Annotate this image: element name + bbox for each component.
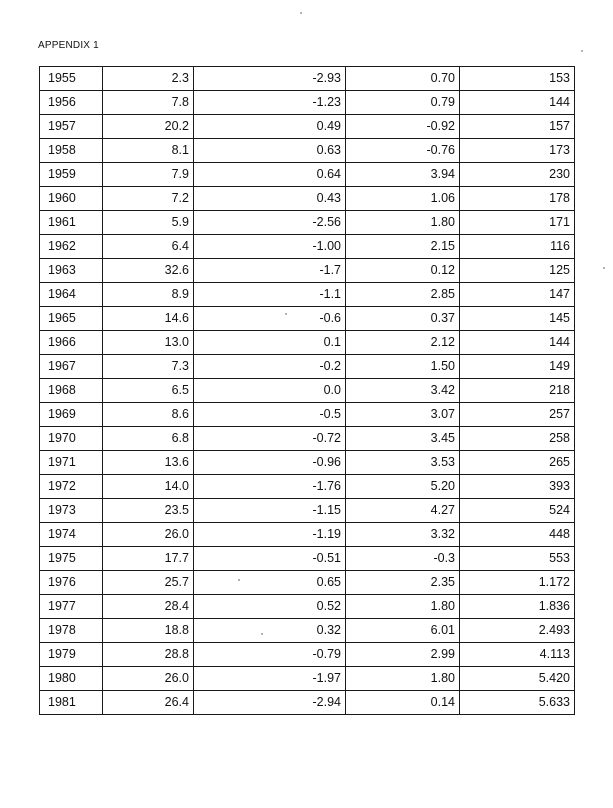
table-cell-year: 1966 bbox=[40, 331, 103, 355]
table-cell-value-b: -1.15 bbox=[194, 499, 346, 523]
table-cell-value-c: 2.15 bbox=[346, 235, 460, 259]
table-cell-value-d: 145 bbox=[460, 307, 575, 331]
table-cell-value-d: 230 bbox=[460, 163, 575, 187]
table-row bbox=[40, 499, 575, 523]
table-cell-value-a: 14.0 bbox=[103, 475, 194, 499]
table-cell-year: 1976 bbox=[40, 571, 103, 595]
table-cell-value-d: 448 bbox=[460, 523, 575, 547]
table-cell-year: 1963 bbox=[40, 259, 103, 283]
table-row bbox=[40, 187, 575, 211]
table-cell-value-b: 0.0 bbox=[194, 379, 346, 403]
table-cell-year: 1974 bbox=[40, 523, 103, 547]
table-cell-value-a: 26.4 bbox=[103, 691, 194, 715]
table-row bbox=[40, 691, 575, 715]
table-cell-value-c: 2.99 bbox=[346, 643, 460, 667]
table-cell-value-c: 3.53 bbox=[346, 451, 460, 475]
table-cell-value-b: -0.96 bbox=[194, 451, 346, 475]
table-cell-value-c: 6.01 bbox=[346, 619, 460, 643]
table-cell-value-c: 2.85 bbox=[346, 283, 460, 307]
table-row bbox=[40, 451, 575, 475]
table-cell-value-d: 5.420 bbox=[460, 667, 575, 691]
table-row bbox=[40, 163, 575, 187]
table-cell-value-c: 0.14 bbox=[346, 691, 460, 715]
table-cell-value-a: 25.7 bbox=[103, 571, 194, 595]
table-cell-value-d: 4.113 bbox=[460, 643, 575, 667]
table-cell-value-a: 18.8 bbox=[103, 619, 194, 643]
table-cell-value-c: 1.50 bbox=[346, 355, 460, 379]
scan-speck bbox=[300, 12, 302, 14]
table-row bbox=[40, 571, 575, 595]
table-cell-value-b: 0.49 bbox=[194, 115, 346, 139]
table-cell-value-a: 23.5 bbox=[103, 499, 194, 523]
table-cell-value-d: 218 bbox=[460, 379, 575, 403]
table-cell-value-c: -0.76 bbox=[346, 139, 460, 163]
scan-speck bbox=[285, 313, 287, 315]
table-row bbox=[40, 427, 575, 451]
table-row bbox=[40, 115, 575, 139]
table-cell-value-b: -1.76 bbox=[194, 475, 346, 499]
table-cell-value-d: 173 bbox=[460, 139, 575, 163]
table-cell-value-c: 0.70 bbox=[346, 67, 460, 91]
table-cell-value-b: -2.93 bbox=[194, 67, 346, 91]
table-cell-year: 1978 bbox=[40, 619, 103, 643]
table-cell-value-a: 28.8 bbox=[103, 643, 194, 667]
table-cell-value-d: 524 bbox=[460, 499, 575, 523]
table-cell-value-a: 7.8 bbox=[103, 91, 194, 115]
table-cell-value-d: 178 bbox=[460, 187, 575, 211]
table-cell-value-a: 17.7 bbox=[103, 547, 194, 571]
table-row bbox=[40, 403, 575, 427]
table-cell-year: 1957 bbox=[40, 115, 103, 139]
table-cell-value-b: -1.00 bbox=[194, 235, 346, 259]
table-cell-year: 1980 bbox=[40, 667, 103, 691]
table-row bbox=[40, 475, 575, 499]
table-cell-value-a: 26.0 bbox=[103, 523, 194, 547]
table-cell-value-b: 0.1 bbox=[194, 331, 346, 355]
table-cell-value-a: 13.0 bbox=[103, 331, 194, 355]
table-cell-value-c: 1.80 bbox=[346, 667, 460, 691]
table-cell-value-b: -0.72 bbox=[194, 427, 346, 451]
table-cell-value-d: 144 bbox=[460, 331, 575, 355]
table-cell-year: 1965 bbox=[40, 307, 103, 331]
table-cell-year: 1979 bbox=[40, 643, 103, 667]
table-cell-value-b: 0.65 bbox=[194, 571, 346, 595]
table-cell-value-b: -1.1 bbox=[194, 283, 346, 307]
table-cell-year: 1958 bbox=[40, 139, 103, 163]
table-cell-value-a: 7.3 bbox=[103, 355, 194, 379]
table-cell-value-b: -1.19 bbox=[194, 523, 346, 547]
table-cell-year: 1955 bbox=[40, 67, 103, 91]
table-row bbox=[40, 547, 575, 571]
table-cell-value-b: -0.6 bbox=[194, 307, 346, 331]
table-cell-value-d: 157 bbox=[460, 115, 575, 139]
table-row bbox=[40, 283, 575, 307]
table-row bbox=[40, 619, 575, 643]
table-cell-value-a: 8.1 bbox=[103, 139, 194, 163]
scan-speck bbox=[261, 633, 263, 635]
table-cell-year: 1973 bbox=[40, 499, 103, 523]
table-cell-value-a: 8.9 bbox=[103, 283, 194, 307]
table-cell-year: 1981 bbox=[40, 691, 103, 715]
table-cell-value-c: 3.07 bbox=[346, 403, 460, 427]
table-cell-value-b: -1.7 bbox=[194, 259, 346, 283]
table-cell-value-a: 26.0 bbox=[103, 667, 194, 691]
table-cell-value-d: 1.836 bbox=[460, 595, 575, 619]
table-row bbox=[40, 211, 575, 235]
table-cell-value-b: -0.5 bbox=[194, 403, 346, 427]
scan-speck bbox=[603, 267, 605, 269]
table-row bbox=[40, 139, 575, 163]
table-cell-value-b: 0.32 bbox=[194, 619, 346, 643]
table-cell-value-c: 5.20 bbox=[346, 475, 460, 499]
table-cell-value-d: 171 bbox=[460, 211, 575, 235]
table-cell-value-d: 265 bbox=[460, 451, 575, 475]
table-row bbox=[40, 667, 575, 691]
table-cell-value-a: 6.5 bbox=[103, 379, 194, 403]
table-row bbox=[40, 235, 575, 259]
table-cell-year: 1968 bbox=[40, 379, 103, 403]
table-cell-value-c: -0.3 bbox=[346, 547, 460, 571]
table-cell-year: 1960 bbox=[40, 187, 103, 211]
table-cell-value-b: -2.94 bbox=[194, 691, 346, 715]
table-cell-value-c: 2.12 bbox=[346, 331, 460, 355]
table-cell-year: 1975 bbox=[40, 547, 103, 571]
table-cell-value-d: 1.172 bbox=[460, 571, 575, 595]
table-cell-value-d: 147 bbox=[460, 283, 575, 307]
table-row bbox=[40, 331, 575, 355]
table-cell-value-b: -1.23 bbox=[194, 91, 346, 115]
appendix-heading: APPENDIX 1 bbox=[38, 40, 99, 51]
table-cell-year: 1970 bbox=[40, 427, 103, 451]
table-row bbox=[40, 307, 575, 331]
table-cell-value-d: 553 bbox=[460, 547, 575, 571]
table-cell-value-d: 258 bbox=[460, 427, 575, 451]
table-cell-value-d: 257 bbox=[460, 403, 575, 427]
table-cell-year: 1977 bbox=[40, 595, 103, 619]
table-cell-value-d: 125 bbox=[460, 259, 575, 283]
table-cell-year: 1962 bbox=[40, 235, 103, 259]
table-cell-value-c: 2.35 bbox=[346, 571, 460, 595]
table-cell-value-a: 2.3 bbox=[103, 67, 194, 91]
scan-speck bbox=[238, 579, 240, 581]
table-cell-value-c: 0.12 bbox=[346, 259, 460, 283]
table-cell-value-a: 20.2 bbox=[103, 115, 194, 139]
table-row bbox=[40, 643, 575, 667]
table-cell-value-d: 149 bbox=[460, 355, 575, 379]
table-cell-value-b: 0.63 bbox=[194, 139, 346, 163]
table-cell-value-b: -0.79 bbox=[194, 643, 346, 667]
table-cell-value-b: -0.51 bbox=[194, 547, 346, 571]
table-cell-value-a: 7.2 bbox=[103, 187, 194, 211]
table-cell-value-d: 144 bbox=[460, 91, 575, 115]
table-cell-value-b: 0.43 bbox=[194, 187, 346, 211]
table-cell-year: 1971 bbox=[40, 451, 103, 475]
table-cell-value-d: 5.633 bbox=[460, 691, 575, 715]
table-cell-value-a: 32.6 bbox=[103, 259, 194, 283]
table-cell-year: 1961 bbox=[40, 211, 103, 235]
table-cell-value-c: 1.80 bbox=[346, 595, 460, 619]
table-cell-value-b: -1.97 bbox=[194, 667, 346, 691]
table-cell-value-d: 393 bbox=[460, 475, 575, 499]
table-cell-value-a: 7.9 bbox=[103, 163, 194, 187]
table-cell-value-c: 0.37 bbox=[346, 307, 460, 331]
table-cell-value-c: -0.92 bbox=[346, 115, 460, 139]
table-cell-value-b: -0.2 bbox=[194, 355, 346, 379]
table-cell-value-a: 28.4 bbox=[103, 595, 194, 619]
table-cell-value-c: 3.94 bbox=[346, 163, 460, 187]
table-cell-value-c: 1.80 bbox=[346, 211, 460, 235]
appendix-table-body bbox=[40, 67, 575, 715]
table-cell-value-c: 3.32 bbox=[346, 523, 460, 547]
table-row bbox=[40, 595, 575, 619]
table-cell-year: 1964 bbox=[40, 283, 103, 307]
table-cell-year: 1959 bbox=[40, 163, 103, 187]
table-cell-value-d: 153 bbox=[460, 67, 575, 91]
table-cell-value-a: 13.6 bbox=[103, 451, 194, 475]
table-cell-year: 1956 bbox=[40, 91, 103, 115]
table-cell-value-c: 4.27 bbox=[346, 499, 460, 523]
table-cell-value-c: 0.79 bbox=[346, 91, 460, 115]
table-cell-value-a: 6.4 bbox=[103, 235, 194, 259]
table-cell-value-b: 0.52 bbox=[194, 595, 346, 619]
table-cell-value-b: 0.64 bbox=[194, 163, 346, 187]
table-cell-value-a: 14.6 bbox=[103, 307, 194, 331]
table-cell-value-d: 2.493 bbox=[460, 619, 575, 643]
table-row bbox=[40, 523, 575, 547]
scan-speck bbox=[581, 50, 583, 52]
table-cell-year: 1969 bbox=[40, 403, 103, 427]
table-cell-value-a: 8.6 bbox=[103, 403, 194, 427]
table-row bbox=[40, 355, 575, 379]
table-cell-year: 1967 bbox=[40, 355, 103, 379]
table-cell-value-c: 1.06 bbox=[346, 187, 460, 211]
table-row bbox=[40, 91, 575, 115]
table-row bbox=[40, 259, 575, 283]
table-cell-year: 1972 bbox=[40, 475, 103, 499]
table-row bbox=[40, 379, 575, 403]
table-cell-value-c: 3.45 bbox=[346, 427, 460, 451]
table-cell-value-c: 3.42 bbox=[346, 379, 460, 403]
appendix-data-table bbox=[39, 66, 575, 715]
table-cell-value-d: 116 bbox=[460, 235, 575, 259]
table-cell-value-a: 6.8 bbox=[103, 427, 194, 451]
table-row bbox=[40, 67, 575, 91]
table-cell-value-b: -2.56 bbox=[194, 211, 346, 235]
table-cell-value-a: 5.9 bbox=[103, 211, 194, 235]
